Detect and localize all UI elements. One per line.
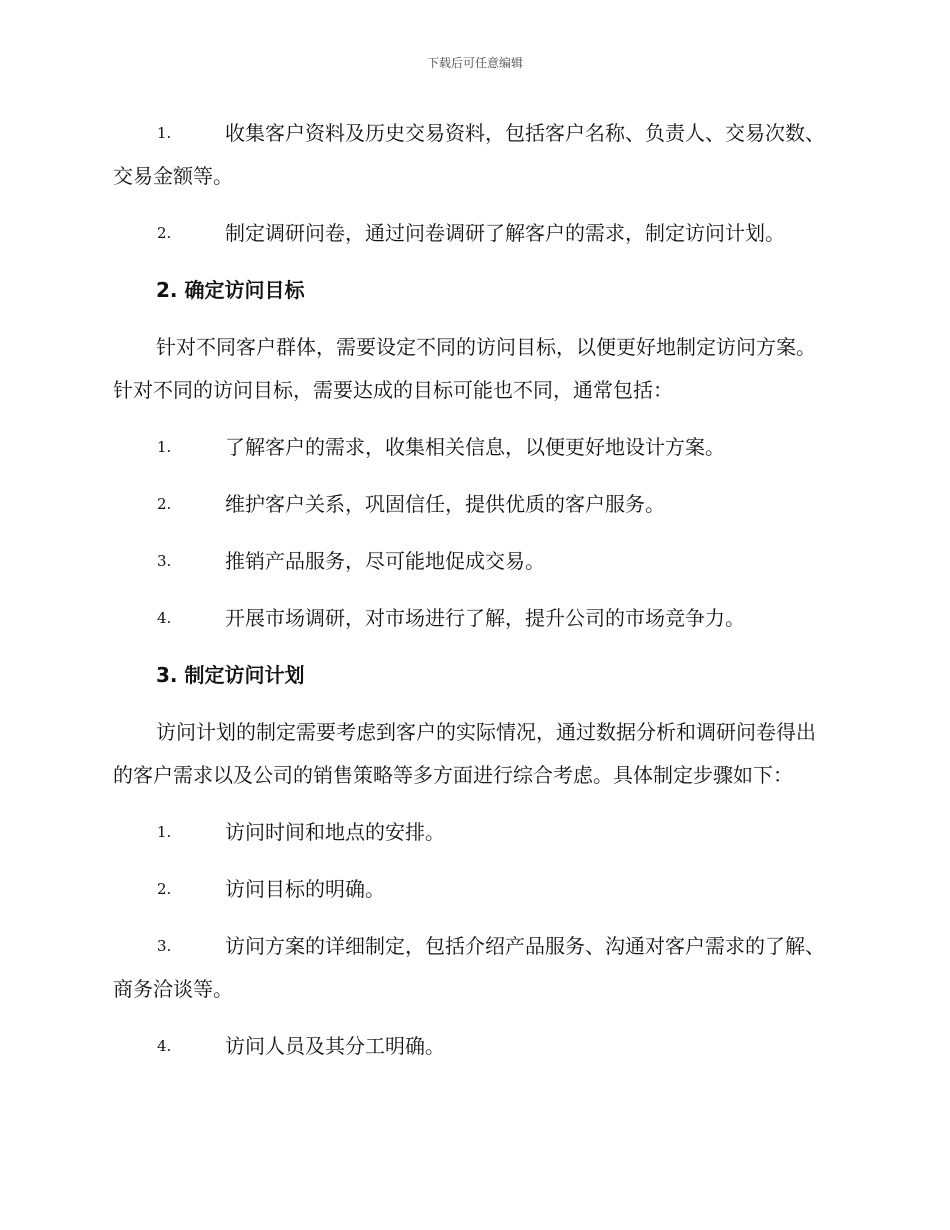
list-item [113, 112, 833, 198]
list-item [113, 811, 833, 854]
list-number: 1. [157, 438, 172, 456]
list-number: 1. [157, 124, 172, 142]
list-text: 收集客户资料及历史交易资料，包括客户名称、负责人、交易次数、交易金额等。 [113, 121, 825, 188]
list-item [113, 1025, 833, 1068]
list-item [113, 868, 833, 911]
list-item [113, 925, 833, 1011]
list-text: 了解客户的需求，收集相关信息，以便更好地设计方案。 [225, 435, 725, 459]
section-heading: 2. 确定访问目标 [156, 278, 305, 302]
paragraph: 针对不同客户群体，需要设定不同的访问目标，以便更好地制定访问方案。针对不同的访问目标，需要达成的目标可能也不同，通常包括： [113, 335, 816, 402]
list-item [113, 597, 833, 640]
list-number: 3. [157, 937, 172, 955]
list-text: 维护客户关系，巩固信任，提供优质的客户服务。 [225, 492, 665, 516]
list-text: 访问目标的明确。 [225, 877, 385, 901]
paragraph: 访问计划的制定需要考虑到客户的实际情况，通过数据分析和调研问卷得出的客户需求以及公司的销售策略等多方面进行综合考虑。具体制定步骤如下： [113, 720, 816, 787]
list-text: 访问人员及其分工明确。 [225, 1034, 445, 1058]
list-text: 开展市场调研，对市场进行了解，提升公司的市场竞争力。 [225, 606, 745, 630]
list-number: 4. [157, 609, 172, 627]
section-heading: 3. 制定访问计划 [156, 663, 305, 687]
list-item [113, 426, 833, 469]
list-number: 2. [157, 880, 172, 898]
list-number: 3. [157, 552, 172, 570]
list-text: 推销产品服务，尽可能地促成交易。 [225, 549, 545, 573]
list-number: 2. [157, 224, 172, 242]
list-text: 访问方案的详细制定，包括介绍产品服务、沟通对客户需求的了解、商务洽谈等。 [113, 934, 825, 1001]
page-header: 下载后可任意编辑 [426, 56, 523, 70]
list-text: 制定调研问卷，通过问卷调研了解客户的需求，制定访问计划。 [225, 221, 785, 245]
list-item [113, 483, 833, 526]
list-item [113, 212, 833, 255]
list-item [113, 540, 833, 583]
list-number: 4. [157, 1037, 172, 1055]
list-number: 1. [157, 823, 172, 841]
document-body [113, 112, 833, 1068]
list-text: 访问时间和地点的安排。 [225, 820, 445, 844]
list-number: 2. [157, 495, 172, 513]
